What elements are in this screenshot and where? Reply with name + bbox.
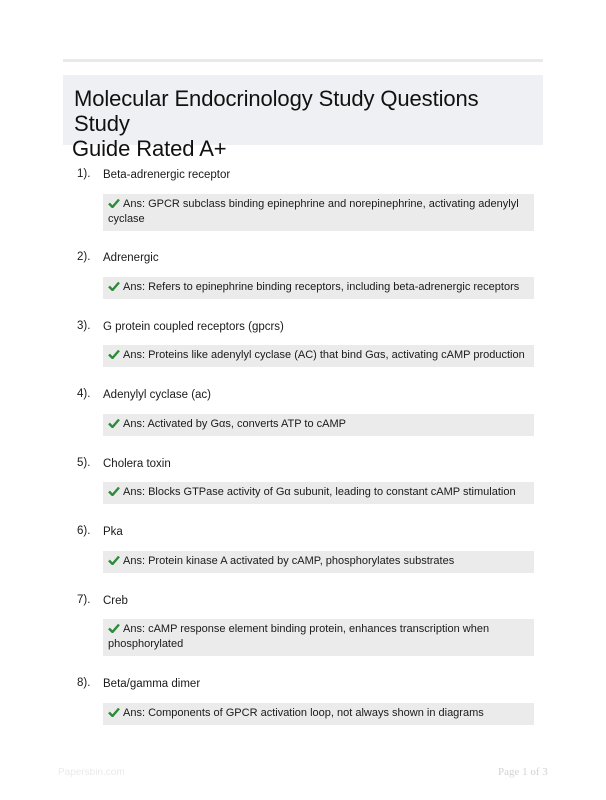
answer-prefix: Ans: xyxy=(123,418,146,430)
check-icon xyxy=(108,281,120,291)
page-number: Page 1 of 3 xyxy=(498,766,548,778)
question-text: G protein coupled receptors (gpcrs) xyxy=(103,321,284,333)
question-text: Creb xyxy=(103,595,128,607)
question-text: Cholera toxin xyxy=(103,458,171,470)
check-icon xyxy=(108,707,120,717)
watermark-text: Papersbin.com xyxy=(58,767,125,778)
answer-text: cAMP response element binding protein, enhances transcription when phosphorylated xyxy=(108,623,490,650)
answer-box xyxy=(103,482,534,504)
question-number: 7). xyxy=(77,594,91,606)
question-number: 3). xyxy=(77,320,91,332)
answer-prefix: Ans: xyxy=(123,281,146,293)
answer-text: Activated by Gαs, converts ATP to cAMP xyxy=(147,418,346,430)
answer-prefix: Ans: xyxy=(123,198,146,210)
answer-text: Proteins like adenylyl cyclase (AC) that bind Gαs, activating cAMP production xyxy=(148,349,525,361)
check-icon xyxy=(108,486,120,496)
question-text: Pka xyxy=(103,526,123,538)
answer-text: GPCR subclass binding epinephrine and norepinephrine, activating adenylyl cyclase xyxy=(108,198,519,225)
answer-prefix: Ans: xyxy=(123,555,146,567)
check-icon xyxy=(108,349,120,359)
top-divider xyxy=(63,59,543,62)
check-icon xyxy=(108,198,120,208)
question-number: 4). xyxy=(77,388,91,400)
answer-text: Blocks GTPase activity of Gα subunit, leading to constant cAMP stimulation xyxy=(148,486,516,498)
answer-prefix: Ans: xyxy=(123,349,146,361)
answer-box xyxy=(103,703,534,725)
check-icon xyxy=(108,418,120,428)
question-text: Adrenergic xyxy=(103,252,159,264)
answer-box xyxy=(103,551,534,573)
check-icon xyxy=(108,623,120,633)
answer-text: Components of GPCR activation loop, not always shown in diagrams xyxy=(148,707,484,719)
answer-box xyxy=(103,619,534,656)
question-number: 5). xyxy=(77,457,91,469)
question-number: 1). xyxy=(77,168,91,180)
title-line-2: Guide Rated A+ xyxy=(72,136,227,161)
title-line-1: Molecular Endocrinology Study Questions Study xyxy=(74,86,479,136)
question-text: Beta/gamma dimer xyxy=(103,678,201,690)
answer-box xyxy=(103,194,534,231)
question-number: 8). xyxy=(77,677,91,689)
question-text: Beta-adrenergic receptor xyxy=(103,169,231,181)
answer-box xyxy=(103,414,534,436)
question-number: 2). xyxy=(77,251,91,263)
answer-prefix: Ans: xyxy=(123,623,146,635)
question-text: Adenylyl cyclase (ac) xyxy=(103,389,212,401)
answer-prefix: Ans: xyxy=(123,707,146,719)
answer-box xyxy=(103,277,534,299)
question-number: 6). xyxy=(77,525,91,537)
title-banner xyxy=(63,75,543,161)
answer-text: Protein kinase A activated by cAMP, phosphorylates substrates xyxy=(148,555,455,567)
answer-prefix: Ans: xyxy=(123,486,146,498)
check-icon xyxy=(108,555,120,565)
answer-box xyxy=(103,345,534,367)
page-title xyxy=(72,86,533,161)
answer-text: Refers to epinephrine binding receptors, including beta-adrenergic receptors xyxy=(148,281,520,293)
